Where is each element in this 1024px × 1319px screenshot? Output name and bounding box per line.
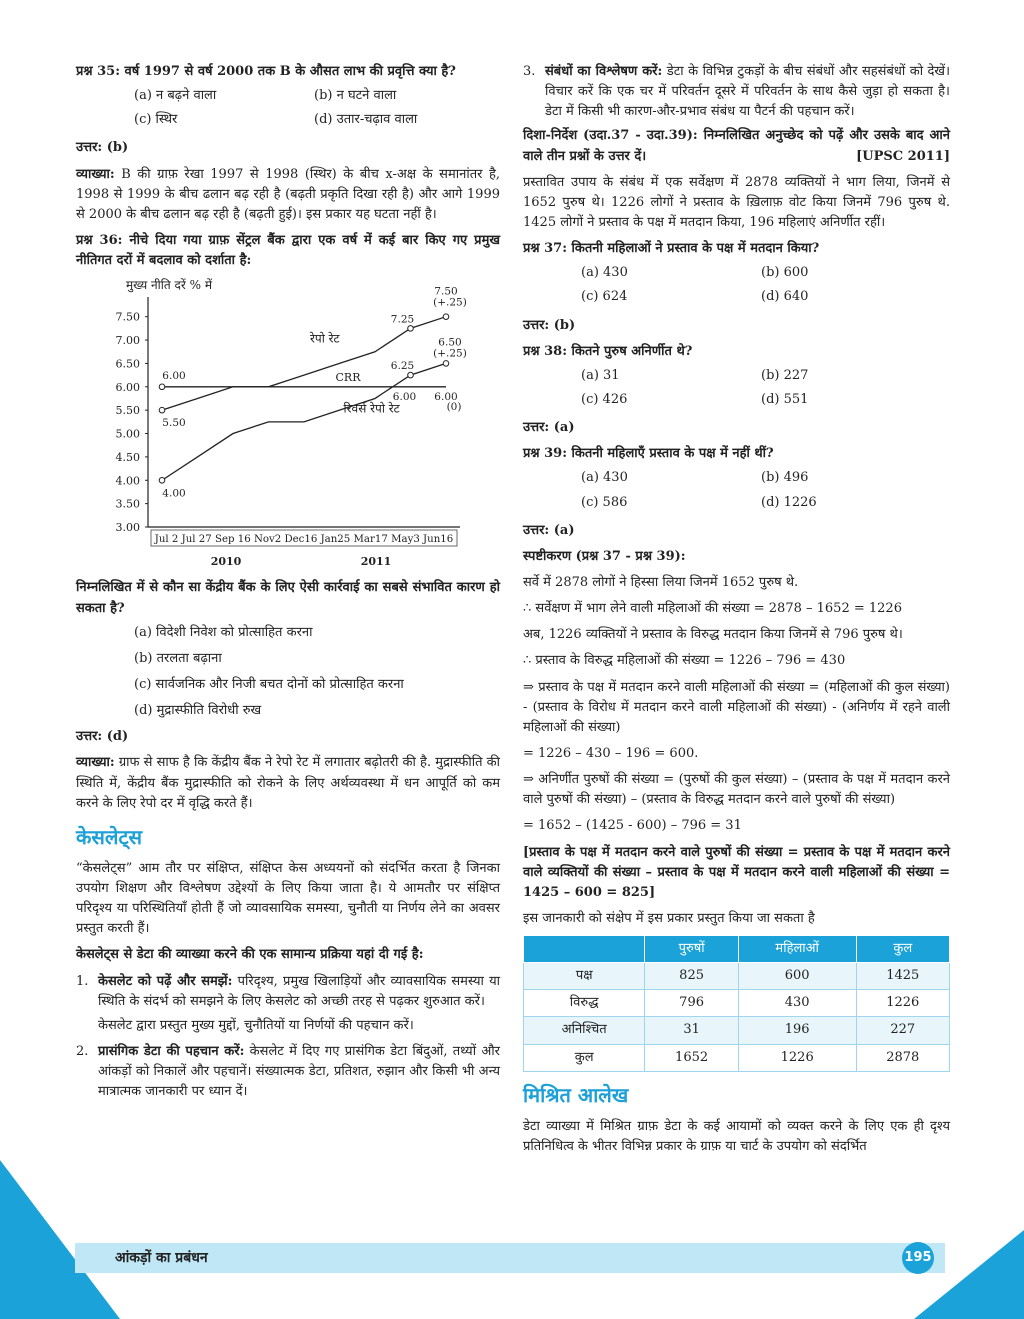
explanation-line: ⇒ अनिर्णीत पुरुषों की संख्या = (पुरुषों की कुल संख्या) – (प्रस्ताव के पक्ष में मतदान करने वाले पुरुषों की संख्या) – (प्रस्ताव के विरुद्ध मतदान करने वाले पुरुषों की संख्या) [523, 772, 950, 808]
data-label: 7.25 [390, 313, 415, 326]
option: (d) मुद्रास्फीति विरोधी रुख [134, 703, 262, 719]
table-row: अनिश्चित 31 196 227 [524, 1017, 950, 1044]
data-point [408, 326, 414, 332]
option: (d) 551 [761, 391, 809, 407]
table-header-row [524, 936, 950, 963]
list-item: 3. संबंधों का विश्लेषण करें: डेटा के विभिन्न टुकड़ों के बीच संबंधों और सहसंबंधों को देखें। विचार करें कि एक चर में परिवर्तन दूसरे में परिवर्तन के साथ कैसे जुड़ा हो सकता है। डेटा में किसी भी कारण-और-प्रभाव संबंध या पैटर्न की पहचान करें। [523, 64, 950, 120]
series-line [162, 364, 446, 481]
answer-39: उत्तर: (a) [523, 522, 575, 538]
question-37-options [581, 263, 950, 307]
data-label: 6.00 [162, 370, 186, 383]
data-point [159, 408, 165, 414]
answer-37: उत्तर: (b) [523, 317, 576, 333]
option: (d) 640 [761, 289, 809, 305]
list-item-note: केसलेट द्वारा प्रस्तुत मुख्य मुद्दों, चुनौतियों या निर्णयों की पहचान करें। [98, 1017, 414, 1033]
table-row: विरुद्ध 796 430 1226 [524, 990, 950, 1017]
section-title-mixed-graphs: मिश्रित आलेख [523, 1082, 629, 1107]
answer-35: उत्तर: (b) [76, 140, 129, 156]
option: (a) 430 [581, 470, 628, 486]
y-tick-label: 5.00 [115, 427, 140, 441]
explanation-line: = 1652 – (1425 - 600) – 796 = 31 [523, 818, 742, 834]
data-label: 4.00 [162, 487, 186, 500]
explanation-label: व्याख्या: [76, 755, 115, 771]
table-header [524, 936, 645, 963]
data-label: 6.25 [390, 360, 415, 373]
y-axis-label: मुख्य नीति दरें % में [126, 278, 212, 293]
explanation-line: ∴ सर्वेक्षण में भाग लेने वाली महिलाओं की संख्या = 2878 – 1652 = 1226 [523, 601, 902, 617]
option: (c) सार्वजनिक और निजी बचत दोनों को प्रोत्साहित करना [134, 676, 404, 692]
option: (c) 586 [581, 494, 628, 510]
data-label: (+.25) [433, 347, 467, 360]
caselets-steps-heading: केसलेट्स से डेटा की व्याख्या करने की एक सामान्य प्रक्रिया यहां दी गई है: [76, 947, 424, 963]
y-tick-label: 5.50 [115, 404, 140, 418]
footer-band [75, 1243, 945, 1273]
page-number: 195 [902, 1242, 934, 1274]
option: (a) 31 [581, 367, 620, 383]
section-title-caselets: केसलेट्स [76, 824, 143, 849]
year-label: 2011 [360, 555, 392, 569]
question-39: प्रश्न 39: कितनी महिलाएँ प्रस्ताव के पक्ष में नहीं थीं? [523, 446, 774, 462]
data-label: (0) [446, 401, 462, 414]
explanation-line: अब, 1226 व्यक्तियों ने प्रस्ताव के विरुद्ध मतदान किया जिनमें से 796 पुरुष थे। [523, 627, 903, 643]
option: (c) स्थिर [134, 112, 178, 128]
data-point [159, 384, 165, 390]
table-header: कुल [856, 936, 949, 963]
option: (b) 227 [761, 367, 809, 383]
explanation-line: = 1226 – 430 – 196 = 600. [523, 745, 699, 761]
question-35: प्रश्न 35: वर्ष 1997 से वर्ष 2000 तक B के औसत लाभ की प्रवृत्ति क्या है? [76, 64, 456, 79]
question-39-options [581, 468, 950, 512]
table-row: कुल 1652 1226 2878 [524, 1044, 950, 1071]
caselets-intro: “केसलेट्स” आम तौर पर संक्षिप्त, संक्षिप्त केस अध्ययनों को संदर्भित करता है जिनका उपयोग शिक्षण और विश्लेषण उद्देश्यों के लिए किया जाता है। ये आमतौर पर संक्षिप्त परिदृश्य या परिस्थितियाँ होती हैं जो व्यावसायिक समस्या, चुनौती या निर्णय लेने का अवसर प्रस्तुत करती हैं। [76, 860, 500, 937]
series-label-crr: CRR [335, 371, 361, 385]
directions: दिशा-निर्देश (उदा.37 - उदा.39): निम्नलिखित अनुच्छेद को पढ़ें और उसके बाद आने वाले तीन प्रश्नों के उत्तर दें। [UPSC 2011] [523, 126, 950, 166]
explanation-line: ⇒ प्रस्ताव के पक्ष में मतदान करने वाली महिलाओं की संख्या = (महिलाओं की कुल संख्या) - (प्रस्ताव के विरोध में मतदान करने वाली महिलाओं की संख्या) - (अनिर्णय में रहने वाली महिलाओं की संख्या) [523, 679, 950, 735]
series-label-reverse-repo: रिवर्स रेपो रेट [343, 401, 400, 416]
exam-tag: [UPSC 2011] [856, 148, 950, 164]
option: (b) 496 [761, 470, 809, 486]
summary-table [523, 935, 950, 1072]
y-tick-label: 4.00 [115, 474, 140, 488]
question-38: प्रश्न 38: कितने पुरुष अनिर्णीत थे? [523, 343, 693, 359]
y-tick-label: 3.50 [115, 497, 140, 511]
data-label: (+.25) [433, 296, 467, 309]
data-label: 6.00 [392, 391, 417, 404]
y-tick-label: 6.00 [115, 381, 140, 395]
explanation-text: ग्राफ से साफ है कि केंद्रीय बैंक ने रेपो रेट में लगातार बढ़ोतरी की है. मुद्रास्फीति की स्थिति में, केंद्रीय बैंक मुद्रास्फीति को रोकने के लिए अर्थव्यवस्था में धन आपूर्ति को कम करने के लिए रेपो दर में वृद्धि करते हैं। [76, 755, 500, 811]
year-label: 2010 [210, 555, 242, 569]
option: (b) 600 [761, 265, 809, 281]
data-label: 7.50 [434, 285, 458, 298]
data-label: 6.50 [438, 336, 462, 349]
answer-38: उत्तर: (a) [523, 420, 575, 436]
option: (d) 1226 [761, 494, 817, 510]
footer-title: आंकड़ों का प्रबंधन [115, 1250, 208, 1266]
question-37: प्रश्न 37: कितनी महिलाओं ने प्रस्ताव के पक्ष में मतदान किया? [523, 241, 820, 257]
option: (c) 426 [581, 391, 628, 407]
question-35-options [134, 86, 500, 130]
data-label: 6.00 [434, 391, 458, 404]
explanation-line: इस जानकारी को संक्षेप में इस प्रकार प्रस्तुत किया जा सकता है [523, 910, 815, 926]
list-item: 1. केसलेट को पढ़ें और समझें: परिदृश्य, प्रमुख खिलाड़ियों और व्यावसायिक समस्या या स्थिति के संदर्भ को समझने के लिए केसलेट को अच्छी तरह से पढ़कर शुरुआत करें। [76, 973, 500, 1009]
option: (b) न घटने वाला [314, 88, 397, 104]
policy-rate-chart [76, 275, 476, 571]
data-label: 5.50 [162, 417, 186, 430]
left-column [76, 62, 500, 1106]
y-tick-label: 7.50 [115, 310, 140, 324]
question-36-prompt: निम्नलिखित में से कौन सा केंद्रीय बैंक के लिए ऐसी कार्रवाई का सबसे संभावित कारण हो सकता है? [76, 580, 500, 616]
y-tick-label: 6.50 [115, 357, 140, 371]
explanation-36 [76, 753, 500, 813]
series-label-repo: रेपो रेट [310, 331, 340, 346]
data-point [443, 314, 449, 320]
right-column [523, 62, 950, 1163]
explanation-line: ∴ प्रस्ताव के विरुद्ध महिलाओं की संख्या = 1226 – 796 = 430 [523, 653, 846, 669]
explanation-35 [76, 165, 500, 225]
mixed-graphs-text: डेटा व्याख्या में मिश्रित ग्राफ़ डेटा के कई आयामों को व्यक्त करने के लिए एक ही दृश्य प्रतिनिधित्व के भीतर विभिन्न प्रकार के ग्राफ़ या चार्ट के उपयोग को संदर्भित [523, 1118, 950, 1154]
y-tick-label: 3.00 [115, 521, 140, 535]
question-38-options [581, 366, 950, 410]
question-36: प्रश्न 36: नीचे दिया गया ग्राफ़ सेंट्रल बैंक द्वारा एक वर्ष में कई बार किए गए प्रमुख नीतिगत दरों में बदलाव को दर्शाता है: [76, 232, 500, 269]
option: (a) न बढ़ने वाला [134, 88, 217, 104]
table-row: पक्ष 825 600 1425 [524, 963, 950, 990]
passage: प्रस्तावित उपाय के संबंध में एक सर्वेक्षण में 2878 व्यक्तियों ने भाग लिया, जिनमें से 1652 पुरुष थे। 1226 लोगों ने प्रस्ताव के ख़िलाफ़ वोट किया जिनमें 796 पुरुष थे. 1425 लोगों ने प्रस्ताव के पक्ष में मतदान किया, 196 महिलाएं अनिर्णीत रहीं। [523, 174, 950, 230]
table-header: महिलाओं [738, 936, 856, 963]
option: (b) तरलता बढ़ाना [134, 650, 222, 666]
data-point [443, 361, 449, 367]
y-tick-label: 7.00 [115, 334, 140, 348]
option: (d) उतार-चढ़ाव वाला [314, 112, 418, 128]
table-header: पुरुषों [645, 936, 738, 963]
data-point [159, 478, 165, 484]
explanation-heading: स्पष्टीकरण (प्रश्न 37 - प्रश्न 39): [523, 548, 686, 564]
option: (a) विदेशी निवेश को प्रोत्साहित करना [134, 624, 313, 640]
option: (c) 624 [581, 289, 628, 305]
data-point [408, 373, 414, 379]
explanation-line: सर्वे में 2878 लोगों ने हिस्सा लिया जिनमें 1652 पुरुष थे. [523, 574, 799, 590]
list-item: 2. प्रासंगिक डेटा की पहचान करें: केसलेट में दिए गए प्रासंगिक डेटा बिंदुओं, तथ्यों और आंकड़ों को निकालें और पहचानें। संख्यात्मक डेटा, प्रतिशत, रुझान और किसी भी अन्य मात्रात्मक जानकारी पर ध्यान दें। [76, 1043, 500, 1100]
explanation-line: [प्रस्ताव के पक्ष में मतदान करने वाले पुरुषों की संख्या = प्रस्ताव के पक्ष में मतदान करने वाले व्यक्तियों की संख्या – प्रस्ताव के पक्ष में मतदान करने वाली महिलाओं की संख्या = 1425 – 600 = 825] [523, 844, 950, 900]
explanation-text: B की ग्राफ़ रेखा 1997 से 1998 (स्थिर) के बीच x-अक्ष के समानांतर है, 1998 से 1999 के बीच ढलान बढ़ रही है (बढ़ती प्रकृति दिखा रही है) और आगे 1999 से 2000 के बीच ढलान बढ़ रही है (बढ़ती हुई)। इस प्रकार यह घटता नहीं है। [76, 166, 500, 222]
x-tick-labels: Jul 2 Jul 27 Sep 16 Nov2 Dec16 Jan25 Mar17 May3 Jun16 [154, 534, 454, 546]
corner-decoration-left [0, 1160, 120, 1319]
answer-36: उत्तर: (d) [76, 729, 129, 745]
y-tick-label: 4.50 [115, 451, 140, 465]
explanation-label: व्याख्या: [76, 166, 115, 182]
option: (a) 430 [581, 265, 628, 281]
